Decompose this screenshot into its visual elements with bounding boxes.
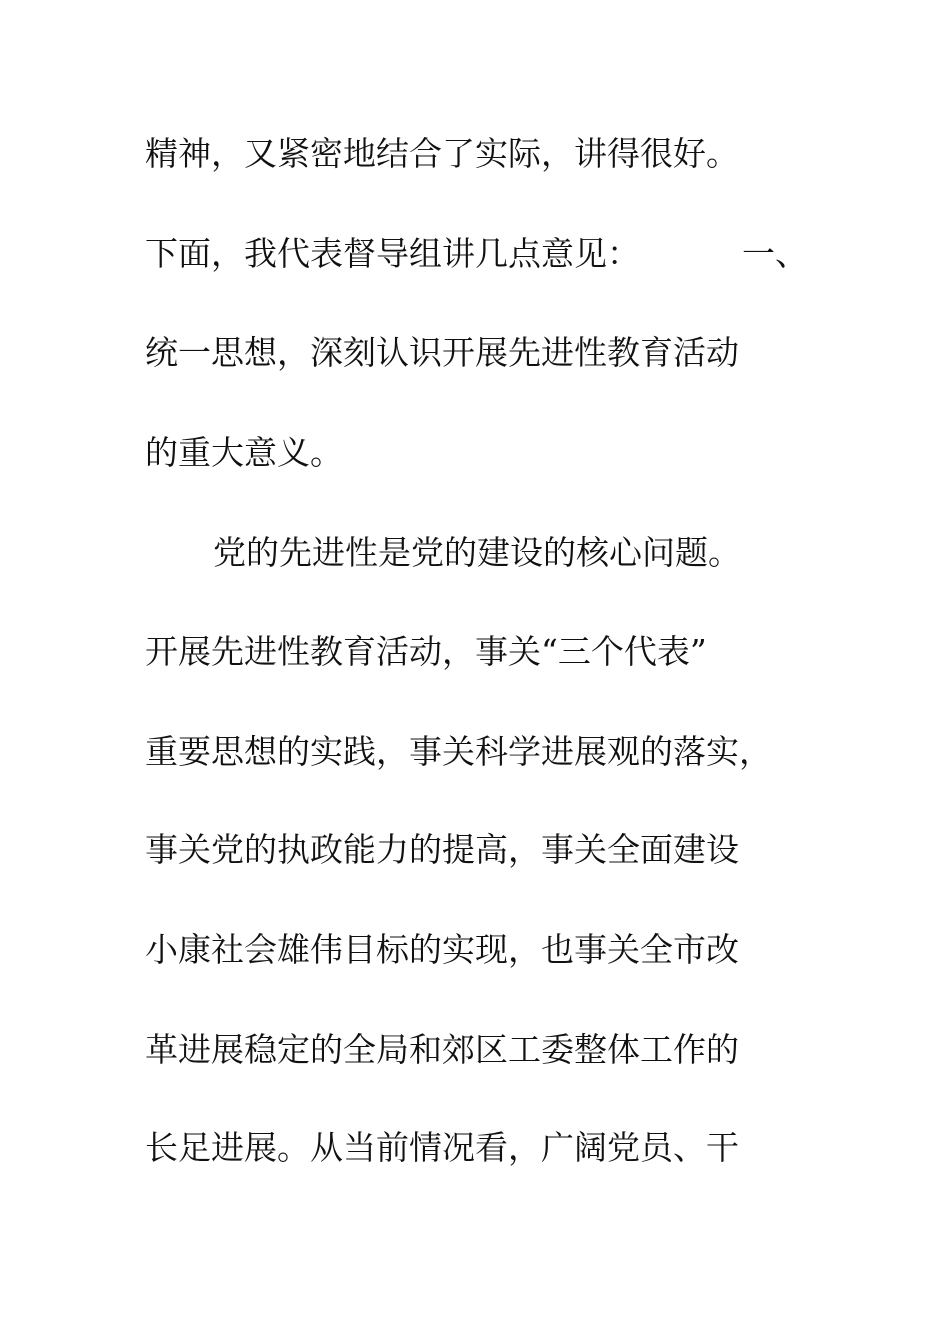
text-line: 小康社会雄伟目标的实现，也事关全市改	[145, 930, 739, 969]
text-line: 长足进展。从当前情况看，广阔党员、干	[145, 1128, 739, 1167]
text-line: 精神，又紧密地结合了实际，讲得很好。	[145, 134, 739, 173]
text-line: 开展先进性教育活动，事关“三个代表”	[145, 632, 707, 671]
text-line: 下面，我代表督导组讲几点意见：	[145, 234, 640, 273]
section-heading-line: 统一思想，深刻认识开展先进性教育活动	[145, 333, 739, 372]
text-line: 重要思想的实践，事关科学进展观的落实，	[145, 732, 772, 771]
section-number: 一、	[742, 234, 808, 273]
section-heading-line: 的重大意义。	[145, 433, 343, 472]
paragraph-first-line: 党的先进性是党的建设的核心问题。	[213, 533, 741, 572]
text-line: 事关党的执政能力的提高，事关全面建设	[145, 830, 739, 869]
text-line: 革进展稳定的全局和郊区工委整体工作的	[145, 1030, 739, 1069]
